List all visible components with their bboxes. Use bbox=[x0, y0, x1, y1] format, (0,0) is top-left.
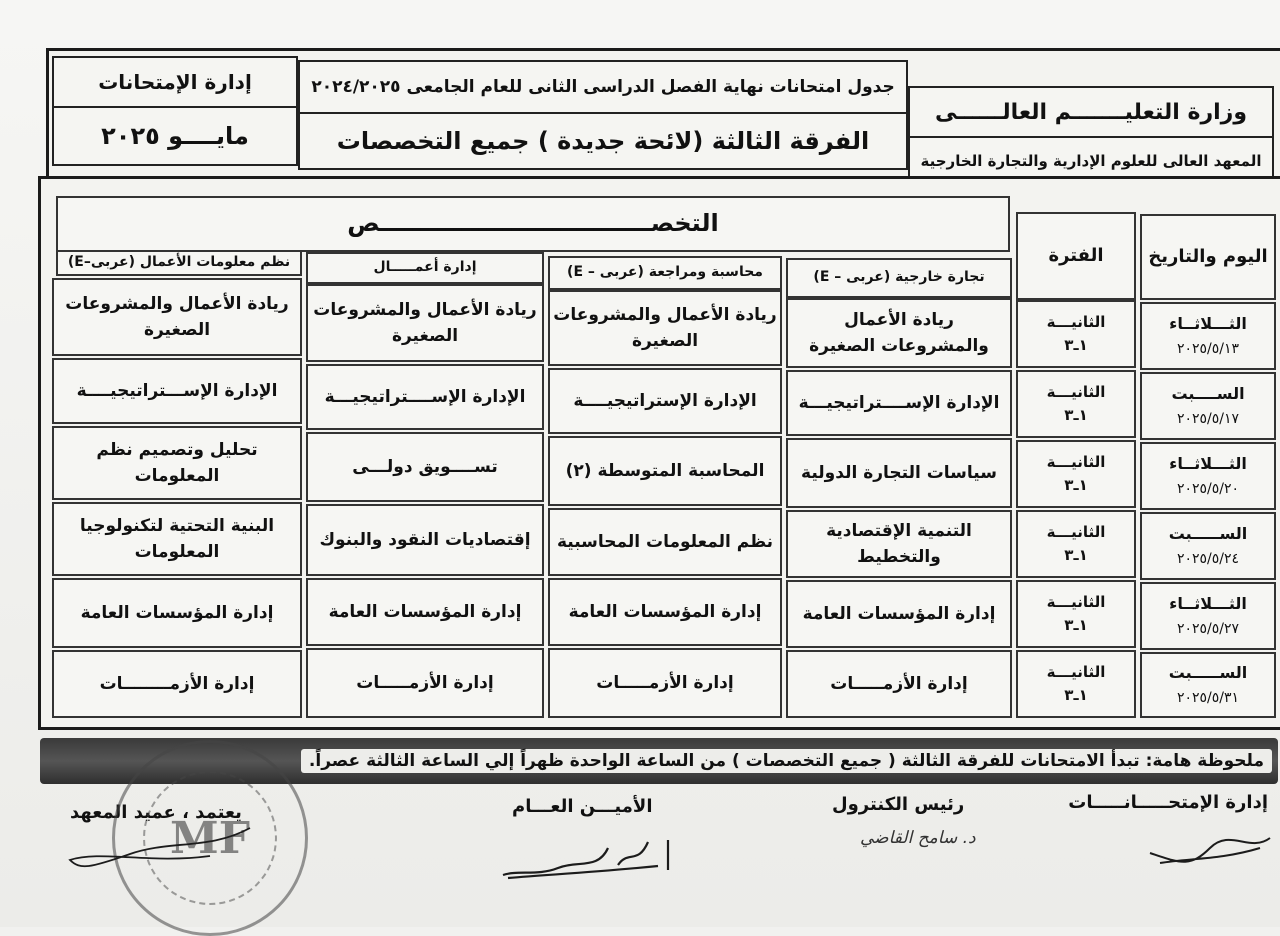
row4-cell-accounting bbox=[548, 508, 782, 576]
row6-cell-trade-text: إدارة الأزمـــــات bbox=[830, 673, 968, 694]
row2-period-label: الثانيـــة bbox=[1046, 382, 1106, 401]
row4-period bbox=[1016, 510, 1136, 578]
sig-secretary-label: الأميـــن العـــام bbox=[512, 796, 653, 817]
row1-period-sub: ١ـ٣ bbox=[1064, 336, 1088, 354]
row6-cell-trade bbox=[786, 650, 1012, 718]
col-header-specialization-label: التخصـــــــــــــــــــــــــــــــــص bbox=[347, 209, 719, 238]
institute-name: المعهد العالى للعلوم الإدارية والتجارة الخارجية bbox=[920, 152, 1262, 170]
row5-day-name: الثـــلاثــاء bbox=[1169, 593, 1247, 613]
row2-cell-mis-text: الإدارة الإســـتراتيجيــــة bbox=[76, 380, 278, 401]
row3-cell-mis-text: تحليل وتصميم نظم المعلومات bbox=[96, 439, 258, 486]
col-header-day-label: اليوم والتاريخ bbox=[1148, 246, 1268, 268]
row2-period-sub: ١ـ٣ bbox=[1064, 406, 1088, 424]
row3-cell-business-text: تســــويق دولـــى bbox=[352, 456, 498, 477]
row1-cell-accounting bbox=[548, 290, 782, 366]
row5-day bbox=[1140, 582, 1276, 650]
ministry-title: وزارة التعليـــــــم العالــــــى bbox=[934, 99, 1248, 125]
ministry-box bbox=[908, 86, 1274, 138]
sig-secretary bbox=[512, 796, 652, 817]
row6-day bbox=[1140, 652, 1276, 718]
row5-date: ٢٠٢٥/٥/٢٧ bbox=[1176, 620, 1240, 637]
spec-header-accounting bbox=[548, 256, 782, 290]
row5-period-sub: ١ـ٣ bbox=[1064, 616, 1088, 634]
row6-cell-mis bbox=[52, 650, 302, 718]
row3-cell-trade bbox=[786, 438, 1012, 508]
row5-cell-trade-text: إدارة المؤسسات العامة bbox=[802, 603, 996, 624]
row4-cell-trade-text: التنمية الإقتصادية والتخطيط bbox=[826, 520, 972, 567]
row3-cell-mis bbox=[52, 426, 302, 500]
row1-day bbox=[1140, 302, 1276, 370]
row6-cell-accounting-text: إدارة الأزمـــــات bbox=[596, 672, 734, 693]
row6-period bbox=[1016, 650, 1136, 718]
row2-day bbox=[1140, 372, 1276, 440]
sig-control-head bbox=[832, 794, 964, 815]
row3-cell-accounting bbox=[548, 436, 782, 506]
row3-date: ٢٠٢٥/٥/٢٠ bbox=[1176, 480, 1240, 497]
spec-header-trade bbox=[786, 258, 1012, 298]
row5-period-label: الثانيـــة bbox=[1046, 592, 1106, 611]
row3-cell-business bbox=[306, 432, 544, 502]
row5-cell-business-text: إدارة المؤسسات العامة bbox=[328, 601, 522, 622]
row2-cell-mis bbox=[52, 358, 302, 424]
spec-header-mis bbox=[56, 250, 302, 276]
col-header-period-label: الفترة bbox=[1048, 245, 1104, 267]
col-header-specialization bbox=[56, 196, 1010, 252]
row4-date: ٢٠٢٥/٥/٢٤ bbox=[1176, 550, 1240, 567]
col-header-day bbox=[1140, 214, 1276, 300]
row1-date: ٢٠٢٥/٥/١٣ bbox=[1176, 340, 1240, 357]
row6-cell-accounting bbox=[548, 648, 782, 718]
row4-cell-business-text: إقتصاديات النقود والبنوك bbox=[319, 529, 531, 550]
row3-cell-trade-text: سياسات التجارة الدولية bbox=[801, 462, 997, 483]
row2-cell-trade-text: الإدارة الإســــتراتيجيـــة bbox=[798, 392, 1000, 413]
row4-day-name: الســـــبت bbox=[1168, 523, 1248, 543]
row2-cell-accounting-text: الإدارة الإستراتيجيــــة bbox=[573, 390, 757, 411]
row5-period bbox=[1016, 580, 1136, 648]
row2-cell-trade bbox=[786, 370, 1012, 436]
row2-cell-business bbox=[306, 364, 544, 430]
row3-day-name: الثـــلاثــاء bbox=[1169, 453, 1247, 473]
row4-period-label: الثانيـــة bbox=[1046, 522, 1106, 541]
row6-cell-business bbox=[306, 648, 544, 718]
row5-cell-business bbox=[306, 578, 544, 646]
dept-title: إدارة الإمتحانات bbox=[98, 70, 252, 94]
spec-header-trade-label: تجارة خارجية (عربى – E) bbox=[813, 269, 985, 286]
row1-period-label: الثانيـــة bbox=[1046, 312, 1106, 331]
dept-box bbox=[52, 56, 298, 108]
row4-cell-mis-text: البنية التحتية لتكنولوجيا المعلومات bbox=[79, 515, 275, 562]
row4-day bbox=[1140, 512, 1276, 580]
row5-cell-accounting-text: إدارة المؤسسات العامة bbox=[568, 601, 762, 622]
sig-exams-dept bbox=[1068, 792, 1268, 813]
row1-cell-business-text: ريادة الأعمال والمشروعات الصغيرة bbox=[313, 299, 537, 346]
important-note-text: ملحوظة هامة: تبدأ الامتحانات للفرقة الثالثة ( جميع التخصصات ) من الساعة الواحدة ظهراً إلي الساعة الثالثة عصراً. bbox=[301, 749, 1272, 773]
row2-period bbox=[1016, 370, 1136, 438]
signature-scribble-dean bbox=[60, 820, 260, 880]
row5-cell-trade bbox=[786, 580, 1012, 648]
class-title: الفرقة الثالثة (لائحة جديدة ) جميع التخصصات bbox=[336, 127, 870, 155]
row4-cell-mis bbox=[52, 502, 302, 576]
signature-scribble-exams bbox=[1140, 818, 1280, 878]
stamp-logo: MF bbox=[170, 812, 250, 864]
row6-day-name: الســـــبت bbox=[1168, 662, 1248, 682]
row1-cell-business bbox=[306, 284, 544, 362]
spec-header-mis-label: نظم معلومات الأعمال (عربى–E) bbox=[67, 254, 291, 271]
row5-cell-mis bbox=[52, 578, 302, 648]
row2-day-name: الســــبت bbox=[1171, 383, 1245, 403]
row1-cell-accounting-text: ريادة الأعمال والمشروعات الصغيرة bbox=[553, 304, 777, 351]
schedule-title: جدول امتحانات نهاية الفصل الدراسى الثانى للعام الجامعى ٢٠٢٤/٢٠٢٥ bbox=[311, 77, 895, 97]
row3-period bbox=[1016, 440, 1136, 508]
row6-date: ٢٠٢٥/٥/٣١ bbox=[1176, 689, 1240, 706]
row4-cell-business bbox=[306, 504, 544, 576]
row2-date: ٢٠٢٥/٥/١٧ bbox=[1176, 410, 1240, 427]
sig-exams-dept-label: إدارة الإمتحـــــانـــــات bbox=[1068, 792, 1268, 813]
handwritten-control-head-text: د. سامح القاضي bbox=[860, 828, 976, 848]
signature-scribble-secretary bbox=[498, 830, 678, 890]
row6-period-label: الثانيـــة bbox=[1046, 662, 1106, 681]
row1-cell-trade bbox=[786, 298, 1012, 368]
spec-header-business-label: إدارة أعمـــــال bbox=[373, 259, 477, 276]
spec-header-business bbox=[306, 252, 544, 284]
sig-control-head-label: رئيس الكنترول bbox=[832, 794, 965, 815]
row4-cell-accounting-text: نظم المعلومات المحاسبية bbox=[556, 531, 774, 552]
col-header-period bbox=[1016, 212, 1136, 300]
month-title: مايــــو ٢٠٢٥ bbox=[101, 122, 249, 150]
row6-period-sub: ١ـ٣ bbox=[1064, 686, 1088, 704]
row3-cell-accounting-text: المحاسبة المتوسطة (٢) bbox=[565, 460, 765, 481]
row5-cell-accounting bbox=[548, 578, 782, 646]
row2-cell-accounting bbox=[548, 368, 782, 434]
row6-cell-mis-text: إدارة الأزمــــــــات bbox=[99, 673, 255, 694]
row3-period-label: الثانيـــة bbox=[1046, 452, 1106, 471]
row3-period-sub: ١ـ٣ bbox=[1064, 476, 1088, 494]
row1-period bbox=[1016, 300, 1136, 368]
row2-cell-business-text: الإدارة الإســــتراتيجيـــة bbox=[324, 386, 526, 407]
handwritten-control-head bbox=[860, 828, 976, 848]
class-title-box bbox=[298, 112, 908, 170]
row3-day bbox=[1140, 442, 1276, 510]
row1-cell-mis bbox=[52, 278, 302, 356]
month-box bbox=[52, 106, 298, 166]
schedule-title-box bbox=[298, 60, 908, 114]
sig-dean-label: يعتمد ، عميد المعهد bbox=[70, 802, 242, 823]
spec-header-accounting-label: محاسبة ومراجعة (عربى – E) bbox=[567, 264, 763, 281]
row6-cell-business-text: إدارة الأزمـــــات bbox=[356, 672, 494, 693]
row5-cell-mis-text: إدارة المؤسسات العامة bbox=[80, 602, 274, 623]
row4-cell-trade bbox=[786, 510, 1012, 578]
row1-cell-mis-text: ريادة الأعمال والمشروعات الصغيرة bbox=[65, 293, 289, 340]
row1-cell-trade-text: ريادة الأعمال والمشروعات الصغيرة bbox=[809, 309, 989, 356]
row1-day-name: الثـــلاثــاء bbox=[1169, 313, 1247, 333]
row4-period-sub: ١ـ٣ bbox=[1064, 546, 1088, 564]
